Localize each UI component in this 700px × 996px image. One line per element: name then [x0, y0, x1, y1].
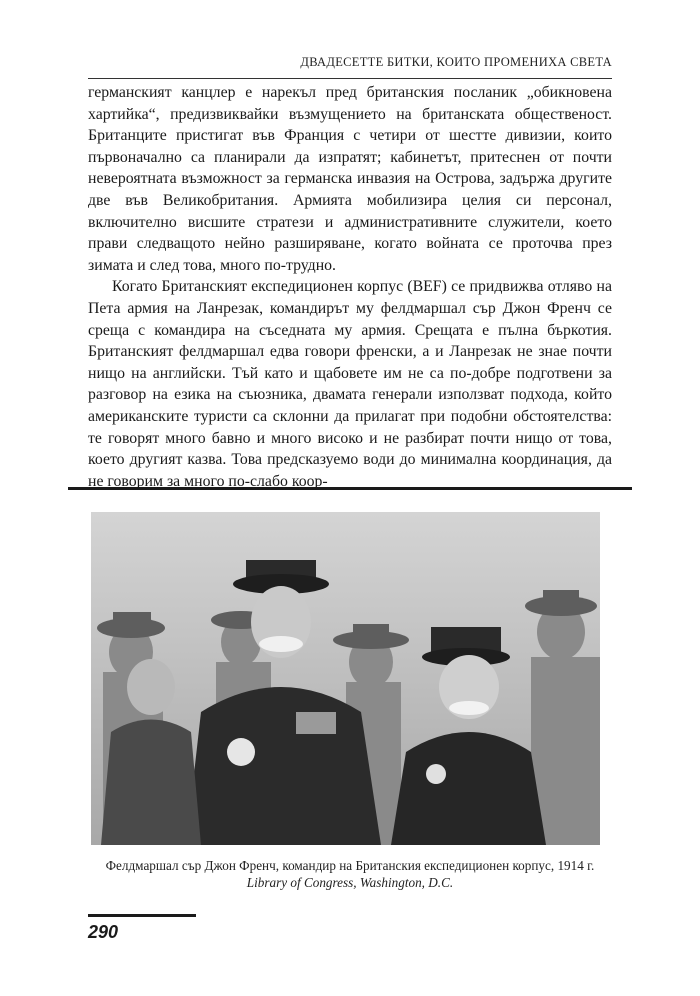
header-rule	[88, 78, 612, 79]
body-text	[88, 82, 612, 492]
page-number: 290	[88, 922, 119, 942]
paragraph: германският канцлер е нарекъл пред британския посланик „обикновена хартийка“, предизвиквайки възмущението на британската общественост. Британците пристигат във Франция с четири от шестте дивизии, които първоначално са планирали да изпратят; кабинетът, притеснен от почти невероятната възможност за германска инвазия на Острова, задържа другите две във Великобритания. Армията мобилизира целия си персонал, включително висшите стратези и административните служители, което прави следващото нейно разширяване, когато войната се проточва през зимата и след това, много по-трудно.	[88, 84, 612, 274]
caption-text: Фелдмаршал сър Джон Френч, командир на Британския експедиционен корпус, 1914 г.	[105, 858, 595, 873]
paragraph: Когато Британският експедиционен корпус (BEF) се придвижва отляво на Пета армия на Ланрезак, командирът му фелдмаршал сър Джон Френч се среща с командира на съседната му армия. Срещата е пълна бъркотия. Британският фелдмаршал едва говори френски, а и Ланрезак не знае почти нищо на английски. Тъй като и щабовете им не са по-добре подготвени за разговор на езика на съюзника, двамата генерали използват подхода, който американските туристи са склонни да прилагат при подобни обстоятелства: те говорят много бавно и много високо и не разбират почти нищо от това, което другият казва. Това предсказуемо води до минимална координация, да не говорим за много по-слабо коор-	[88, 278, 612, 490]
page-number-rule	[88, 914, 196, 917]
figure-caption	[88, 857, 612, 891]
running-header: ДВАДЕСЕТТЕ БИТКИ, КОИТО ПРОМЕНИХА СВЕТА	[300, 55, 612, 69]
caption-credit: Library of Congress, Washington, D.C.	[246, 875, 454, 890]
section-divider	[68, 487, 632, 490]
historical-photo	[91, 512, 600, 845]
